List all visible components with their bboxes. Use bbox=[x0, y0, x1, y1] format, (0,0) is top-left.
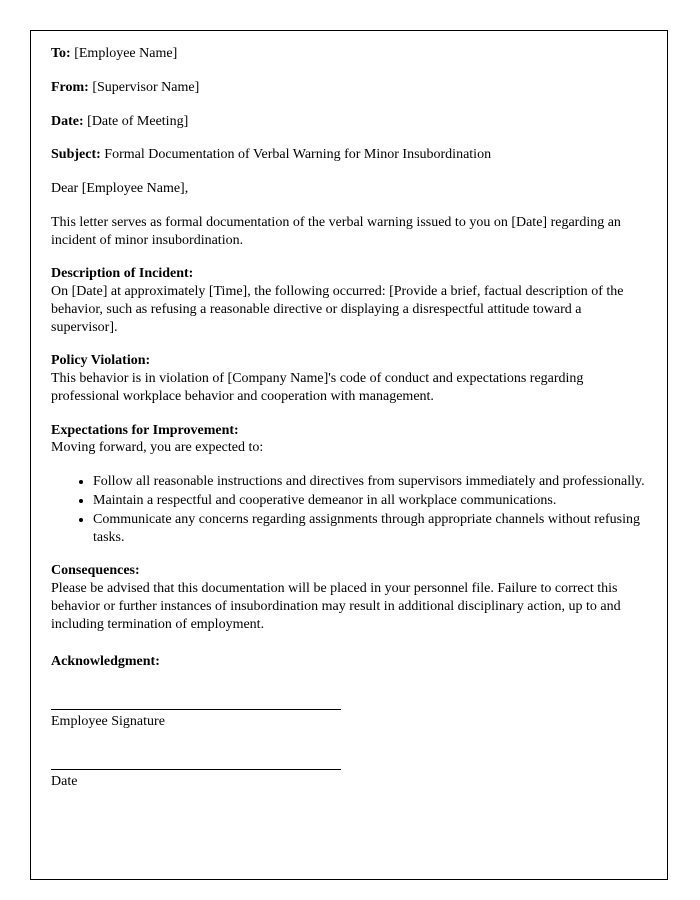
section-description-of-incident bbox=[51, 265, 647, 336]
date-signature-block bbox=[51, 769, 341, 791]
employee-signature-line bbox=[51, 709, 341, 710]
letter-body bbox=[31, 31, 667, 811]
salutation: Dear [Employee Name], bbox=[51, 181, 189, 197]
section-body: Please be advised that this documentation will be placed in your personnel file. Failure to correct this behavior or further instances of insubordination may result in additional disciplinary action, up to and including termination of employment. bbox=[51, 581, 621, 632]
employee-signature-label: Employee Signature bbox=[51, 714, 165, 730]
letter-page bbox=[30, 30, 668, 880]
acknowledgment-heading: Acknowledgment: bbox=[51, 654, 160, 670]
section-body: Moving forward, you are expected to: bbox=[51, 440, 264, 456]
field-date-value: [Date of Meeting] bbox=[87, 113, 189, 129]
field-date bbox=[51, 113, 647, 131]
section-policy-violation bbox=[51, 352, 647, 405]
intro-paragraph: This letter serves as formal documentation of the verbal warning issued to you on [Date] regarding an incident of minor insubordination. bbox=[51, 214, 621, 248]
section-expectations bbox=[51, 422, 647, 458]
bullet-item: • Communicate any concerns regarding assignments through appropriate channels without refusing tasks. bbox=[93, 511, 647, 547]
section-heading: Consequences: bbox=[51, 563, 140, 579]
date-signature-label: Date bbox=[51, 773, 78, 789]
field-from-value: [Supervisor Name] bbox=[92, 79, 200, 95]
bullet-item: • Maintain a respectful and cooperative demeanor in all workplace communications. bbox=[93, 492, 647, 510]
field-subject-label: Subject: bbox=[51, 147, 101, 163]
field-subject bbox=[51, 146, 647, 164]
employee-signature-block bbox=[51, 709, 341, 731]
field-to bbox=[51, 45, 647, 63]
section-heading: Description of Incident: bbox=[51, 266, 194, 282]
field-from-label: From: bbox=[51, 79, 89, 95]
expectations-bullet-list bbox=[51, 473, 647, 546]
date-signature-line bbox=[51, 769, 341, 770]
field-to-value: [Employee Name] bbox=[74, 46, 178, 61]
bullet-item: • Follow all reasonable instructions and directives from supervisors immediately and professionally. bbox=[93, 473, 647, 491]
section-body: On [Date] at approximately [Time], the following occurred: [Provide a brief, factual description of the behavior, such as refusing a reasonable directive or displaying a disrespectful attitude toward a supervisor]. bbox=[51, 284, 624, 335]
field-to-label: To: bbox=[51, 46, 71, 61]
section-heading: Expectations for Improvement: bbox=[51, 422, 239, 438]
section-heading: Policy Violation: bbox=[51, 353, 151, 369]
field-from bbox=[51, 79, 647, 97]
field-date-label: Date: bbox=[51, 113, 84, 129]
field-subject-value: Formal Documentation of Verbal Warning for Minor Insubordination bbox=[104, 147, 492, 163]
section-body: This behavior is in violation of [Company Name]'s code of conduct and expectations regarding professional workplace behavior and cooperation with management. bbox=[51, 371, 584, 404]
section-consequences bbox=[51, 562, 647, 633]
